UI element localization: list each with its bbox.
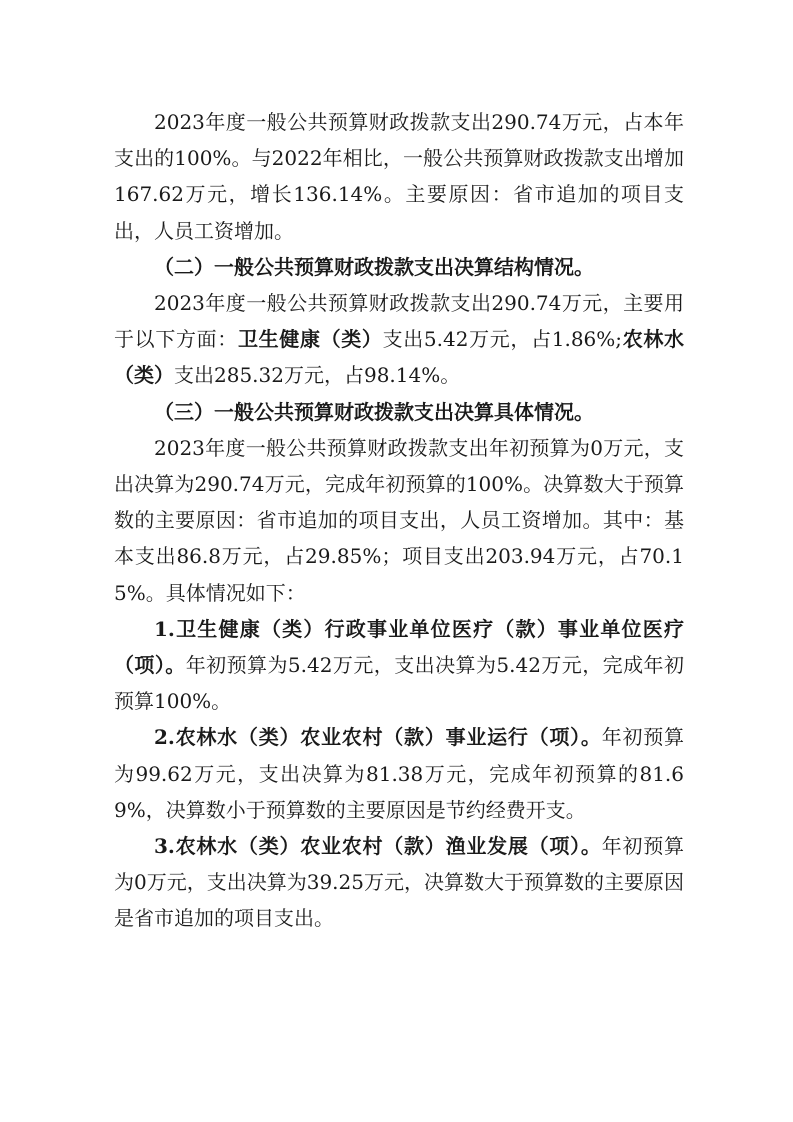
heading-details: （三）一般公共预算财政拨款支出决算具体情况。	[154, 399, 594, 424]
paragraph-expenditure-overview: 2023年度一般公共预算财政拨款支出290.74万元，占本年支出的100%。与2022年相比，一般公共预算财政拨款支出增加167.62万元，增长136.14%。主要原因：省市追加的项目支出，人员工资增加。	[114, 110, 684, 243]
paragraph-structure	[114, 285, 684, 394]
detail-item-1-title: 1.卫生健康（类）行政事业单位医疗（款）事业单位医疗（项）。	[114, 616, 684, 678]
category-agriculture-label: 农林水（类）	[114, 327, 685, 388]
heading-structure: （二）一般公共预算财政拨款支出决算结构情况。	[154, 254, 594, 279]
detail-item-2-text: 年初预算为99.62万元，支出决算为81.38万元，完成年初预算的81.69%，决算数小于预算数的主要原因是节约经费开支。	[114, 725, 684, 822]
detail-item-3-title: 3.农林水（类）农业农村（款）渔业发展（项）。	[154, 834, 602, 859]
detail-item-1-text: 年初预算为5.42万元，支出决算为5.42万元，完成年初预算100%。	[114, 653, 684, 714]
category-agriculture-text: 支出285.32万元，占98.14%。	[174, 363, 461, 388]
detail-item-2	[114, 719, 684, 828]
category-health-label: 卫生健康（类）	[237, 327, 383, 352]
structure-lead: 2023年度一般公共预算财政拨款支出290.74万元，主要用于以下方面：	[114, 291, 684, 352]
document-body	[114, 104, 684, 937]
detail-item-3	[114, 828, 684, 937]
detail-item-1	[114, 611, 684, 720]
paragraph-details: 2023年度一般公共预算财政拨款支出年初预算为0万元，支出决算为290.74万元，完成年初预算的100%。决算数大于预算数的主要原因：省市追加的项目支出，人员工资增加。其中：基本支出86.8万元，占29.85%；项目支出203.94万元，占70.15%。具体情况如下：	[114, 435, 684, 605]
detail-item-3-text: 年初预算为0万元，支出决算为39.25万元，决算数大于预算数的主要原因是省市追加的项目支出。	[114, 834, 684, 931]
category-health-text: 支出5.42万元，占1.86%;	[382, 327, 623, 352]
detail-item-2-title: 2.农林水（类）农业农村（款）事业运行（项）。	[154, 725, 602, 750]
